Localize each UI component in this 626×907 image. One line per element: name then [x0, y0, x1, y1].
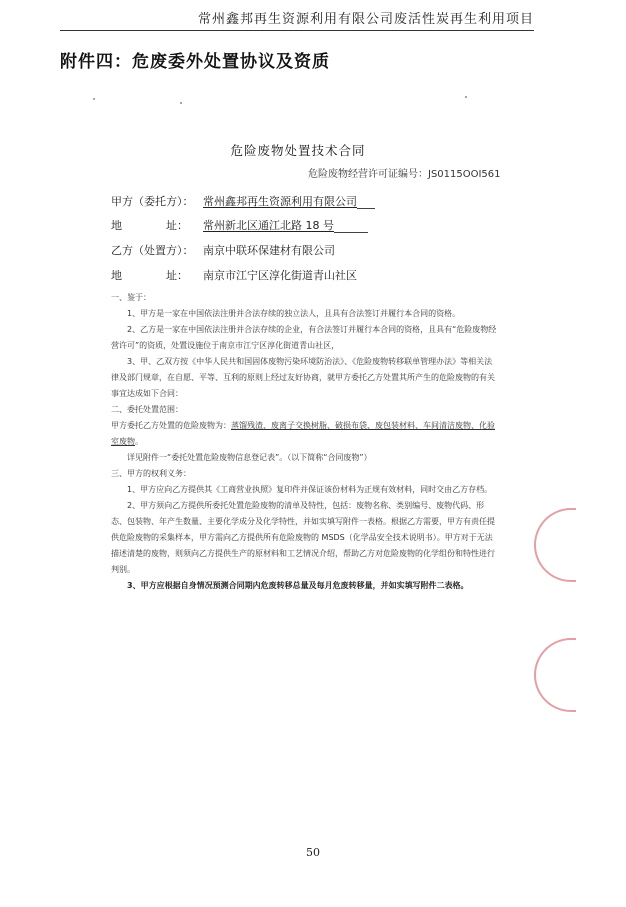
party-b-address: 南京市江宁区淳化街道青山社区 [203, 269, 357, 282]
scan-speck [180, 102, 182, 104]
running-header: 常州鑫邦再生资源利用有限公司废活性炭再生利用项目 [197, 12, 534, 27]
clause: 3、甲、乙双方按《中华人民共和国固体废物污染环境防治法》、《危险废物转移联单管理办法》等相关法律及部门规章，在自愿、平等、互利的原则上经过友好协商，就甲方委托乙方处置其所产生的危险废物的有关事宜达成如下合同： [111, 357, 495, 398]
waste-intro: 甲方委托乙方处置的危险废物为： [111, 421, 231, 430]
contract-body [111, 290, 498, 594]
waste-list-end: 。 [135, 437, 143, 446]
party-b-label: 乙方（处置方）： [111, 244, 194, 257]
contract-title: 危险废物处置技术合同 [230, 143, 366, 158]
section-heading: 一、鉴于： [111, 293, 151, 302]
clause: 1、甲方是一家在中国依法注册并合法存续的独立法人，且具有合法签订并履行本合同的资格。 [127, 309, 461, 318]
red-seal-mark [534, 638, 576, 712]
party-a-address-row [111, 217, 368, 233]
clause: 2、甲方须向乙方提供所委托处置危险废物的清单及特性，包括：废物名称、类别编号、废物代码、形态、包装物、年产生数量、主要化学成分及化学特性，并如实填写附件一表格。根据乙方需要，甲方有责任提供危险废物的采集样本，甲方需向乙方提供所有危险废物的 MSDS（化学品安全技术说明书）。甲方对于无法描述清楚的废物，则须向乙方提供生产的原材料和工艺情况介绍，帮助乙方对危险废物的化学组份和特性进行判别。 [111, 501, 495, 574]
waste-list: 蒸馏残渣、废离子交换树脂、破损布袋、废包装材料、车间清洁废物、化验室废物 [111, 421, 495, 446]
scan-speck [93, 98, 95, 100]
page-number: 50 [306, 846, 320, 859]
party-a-label: 甲方（委托方）： [111, 195, 194, 208]
party-a-address: 常州新北区通江北路 18 号 [203, 219, 334, 232]
blank-fill [334, 222, 368, 233]
party-b-row [111, 242, 335, 258]
red-seal-mark [534, 508, 576, 582]
license-number: 危险废物经营许可证编号：JS0115OOI561 [308, 169, 501, 180]
party-b-name: 南京中联环保建材有限公司 [203, 244, 335, 257]
party-a-name: 常州鑫邦再生资源利用有限公司 [203, 195, 357, 208]
clause: 1、甲方应向乙方提供其《工商营业执照》复印件并保证该份材料为正规有效材料，同时交由乙方存档。 [127, 485, 493, 494]
clause: 详见附件一“委托处置危险废物信息登记表”。（以下简称“合同废物”） [127, 453, 372, 462]
scanned-contract-page [60, 78, 536, 838]
party-a-row [111, 193, 375, 209]
party-b-address-row [111, 267, 357, 283]
scan-speck [465, 96, 467, 98]
section-heading: 二、委托处置范围： [111, 405, 183, 414]
clause [111, 418, 498, 450]
party-a-address-label: 地 址： [111, 219, 188, 232]
clause: 3、甲方应根据自身情况预测合同期内危废转移总量及每月危废转移量，并如实填写附件二表格。 [127, 581, 469, 590]
section-heading: 三、甲方的权利义务： [111, 469, 191, 478]
blank-fill [357, 198, 375, 209]
appendix-title: 附件四：危废委外处置协议及资质 [60, 52, 330, 72]
header-divider [60, 30, 534, 31]
clause: 2、乙方是一家在中国依法注册并合法存续的企业，有合法签订并履行本合同的资格，且具有“危险废物经营许可”的资质，处置设施位于南京市江宁区淳化街道青山社区， [111, 325, 497, 350]
party-b-address-label: 地 址： [111, 269, 188, 282]
